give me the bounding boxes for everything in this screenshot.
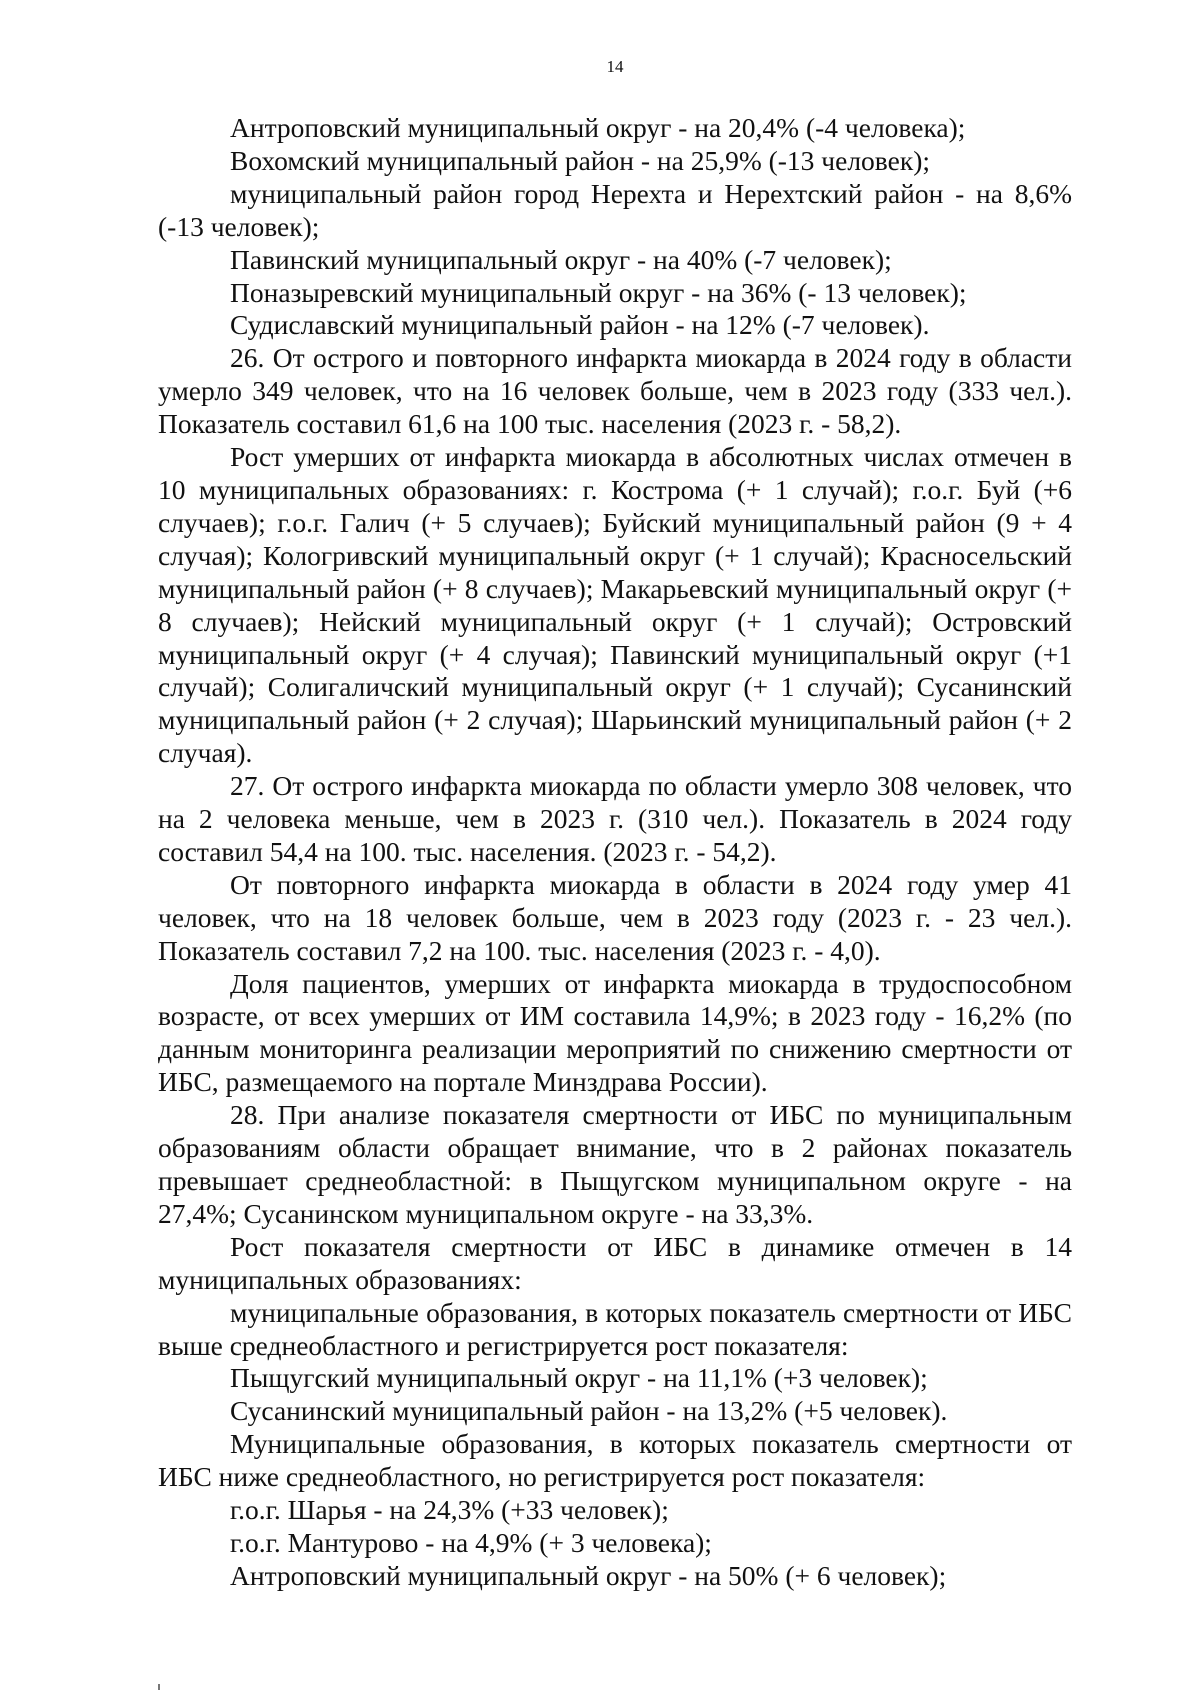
paragraph: Антроповский муниципальный округ - на 20,4% (-4 человека); [230,112,966,143]
paragraph: г.о.г. Шарья - на 24,3% (+33 человек); [230,1494,669,1526]
paragraph: Поназыревский муниципальный округ - на 36% (- 13 человек); [230,276,967,308]
paragraph: Павинский муниципальный округ - на 40% (-7 человек); [230,243,892,275]
paragraph: От повторного инфаркта миокарда в области в 2024 году умер 41 человек, что на 18 человек больше, чем в 2023 году (2023 г. - 23 чел.). Показатель составил 7,2 на 100. тыс. населения (2023 г. - 4,0). [158,868,1072,966]
paragraph: Доля пациентов, умерших от инфаркта миокарда в трудоспособном возрасте, от всех умерших от ИМ составила 14,9%; в 2023 году - 16,2% (по данным мониторинга реализации мероприятий по снижению смертности от ИБС, размещаемого на портале Минздрава России). [158,967,1072,1098]
paragraph: муниципальные образования, в которых показатель смертности от ИБС выше среднеобластного и регистрируется рост показателя: [158,1296,1072,1361]
paragraph: г.о.г. Мантурово - на 4,9% (+ 3 человека); [230,1526,712,1558]
paragraph: 28. При анализе показателя смертности от ИБС по муниципальным образованиям области обращает внимание, что в 2 районах показатель превышает среднеобластной: в Пыщугском муниципальном округе - на 27,4%; Сусанинском муниципальном округе - на 33,3%. [158,1099,1072,1229]
paragraph: Антроповский муниципальный округ - на 50% (+ 6 человек); [230,1559,947,1591]
paragraph: Рост умерших от инфаркта миокарда в абсолютных числах отмечен в 10 муниципальных образованиях: г. Кострома (+ 1 случай); г.о.г. Буй (+6 случаев); г.о.г. Галич (+ 5 случаев); Буйский муниципальный район (9 + 4 случая); Кологривский муниципальный округ (+ 1 случай); Красносельский муниципальный район (+ 8 случаев); Макарьевский муниципальный округ (+ 8 случаев); Нейский муниципальный округ (+ 1 случай); Островский муниципальный округ (+ 4 случая); Павинский муниципальный округ (+1 случай); Солигаличский муниципальный округ (+ 1 случай); Сусанинский муниципальный район (+ 2 случая); Шарьинский муниципальный район (+ 2 случая). [158,441,1072,769]
paragraph: муниципальный район город Нерехта и Нерехтский район - на 8,6% (-13 человек); [158,177,1072,242]
paragraph: Пыщугский муниципальный округ - на 11,1% (+3 человек); [230,1362,928,1394]
paragraph: Муниципальные образования, в которых показатель смертности от ИБС ниже среднеобластного, но регистрируется рост показателя: [158,1428,1072,1493]
paragraph: Сусанинский муниципальный район - на 13,2% (+5 человек). [230,1395,948,1427]
paragraph: Судиславский муниципальный район - на 12% (-7 человек). [230,309,930,341]
document-body [158,112,1072,1593]
page-number: 14 [606,57,624,76]
paragraph: 27. От острого инфаркта миокарда по области умерло 308 человек, что на 2 человека меньше, чем в 2023 г. (310 чел.). Показатель в 2024 году составил 54,4 на 100. тыс. населения. (2023 г. - 54,2). [158,770,1072,867]
paragraph: Рост показателя смертности от ИБС в динамике отмечен в 14 муниципальных образованиях: [158,1230,1072,1295]
paragraph: 26. От острого и повторного инфаркта миокарда в 2024 году в области умерло 349 человек, что на 16 человек больше, чем в 2023 году (333 чел.). Показатель составил 61,6 на 100 тыс. населения (2023 г. - 58,2). [158,342,1072,440]
paragraph: Вохомский муниципальный район - на 25,9% (-13 человек); [230,144,930,176]
scan-edge-mark [158,1684,160,1690]
